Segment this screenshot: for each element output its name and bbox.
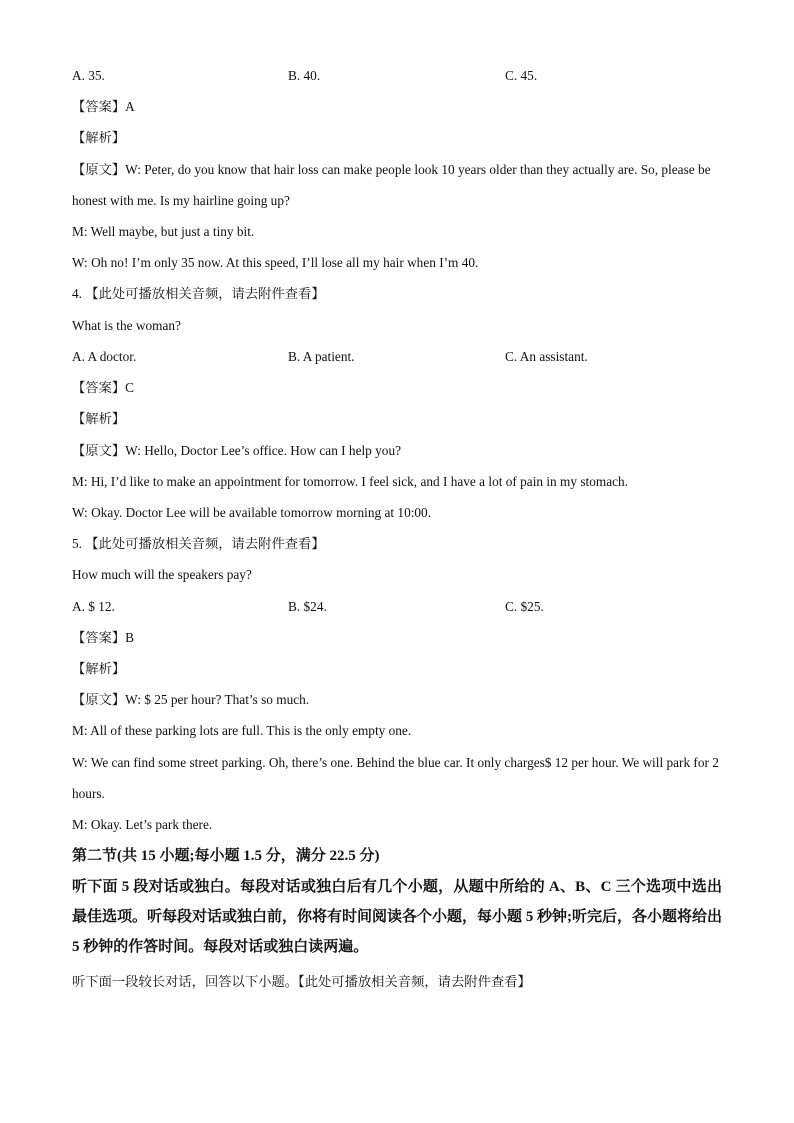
q4-option-c: C. An assistant. <box>505 349 588 364</box>
q3-options <box>72 67 724 84</box>
q4-question: What is the woman? <box>72 318 181 333</box>
q5-heading: 5. 【此处可播放相关音频，请去附件查看】 <box>72 536 325 551</box>
q5-answer: 【答案】B <box>72 630 135 645</box>
q4-heading: 4. 【此处可播放相关音频，请去附件查看】 <box>72 286 325 301</box>
q3-transcript-line-3: W: Oh no! I’m only 35 now. At this speed, I’ll lose all my hair when I’m 40. <box>72 255 479 270</box>
q4-option-a: A. A doctor. <box>72 349 137 364</box>
section2-instructions: 听下面 5 段对话或独白。每段对话或独白后有几个小题，从题中所给的 A、B、C 三个选项中选出最佳选项。听每段对话或独白前，你将有时间阅读各个小题，每小题 5 秒钟;听完后，各小题将给出 5 秒钟的作答时间。每段对话或独白读两遍。 <box>72 879 722 955</box>
q3-answer: 【答案】A <box>72 99 135 114</box>
q3-option-b: B. 40. <box>288 68 321 83</box>
q4-options <box>72 348 724 365</box>
q5-options <box>72 598 724 615</box>
q5-transcript-line-3: W: We can find some street parking. Oh, there’s one. Behind the blue car. It only charges$ 12 per hour. We will park for 2 hours. <box>72 755 719 801</box>
q5-option-a: A. $ 12. <box>72 599 115 614</box>
q5-transcript-line-1: 【原文】W: $ 25 per hour? That’s so much. <box>72 692 310 707</box>
q5-option-c: C. $25. <box>505 599 544 614</box>
q3-transcript-line-1: 【原文】W: Peter, do you know that hair loss can make people look 10 years older than they actually are. So, please be honest with me. Is my hairline going up? <box>72 162 711 208</box>
q4-analysis-label: 【解析】 <box>72 411 126 426</box>
q4-transcript-line-3: W: Okay. Doctor Lee will be available tomorrow morning at 10:00. <box>72 505 432 520</box>
q5-option-b: B. $24. <box>288 599 327 614</box>
q3-transcript-line-2: M: Well maybe, but just a tiny bit. <box>72 224 255 239</box>
q3-analysis-label: 【解析】 <box>72 130 126 145</box>
q4-option-b: B. A patient. <box>288 349 355 364</box>
q5-analysis-label: 【解析】 <box>72 661 126 676</box>
q5-question: How much will the speakers pay? <box>72 567 252 582</box>
section2-title: 第二节(共 15 小题;每小题 1.5 分，满分 22.5 分) <box>72 848 380 864</box>
q5-transcript-line-2: M: All of these parking lots are full. This is the only empty one. <box>72 723 412 738</box>
q5-transcript-line-4: M: Okay. Let’s park there. <box>72 817 213 832</box>
q3-option-c: C. 45. <box>505 68 538 83</box>
section2-prompt: 听下面一段较长对话，回答以下小题。【此处可播放相关音频，请去附件查看】 <box>72 974 531 989</box>
q4-transcript-line-2: M: Hi, I’d like to make an appointment for tomorrow. I feel sick, and I have a lot of pain in my stomach. <box>72 474 628 489</box>
q4-answer: 【答案】C <box>72 380 135 395</box>
q3-option-a: A. 35. <box>72 68 105 83</box>
q4-transcript-line-1: 【原文】W: Hello, Doctor Lee’s office. How can I help you? <box>72 443 401 458</box>
